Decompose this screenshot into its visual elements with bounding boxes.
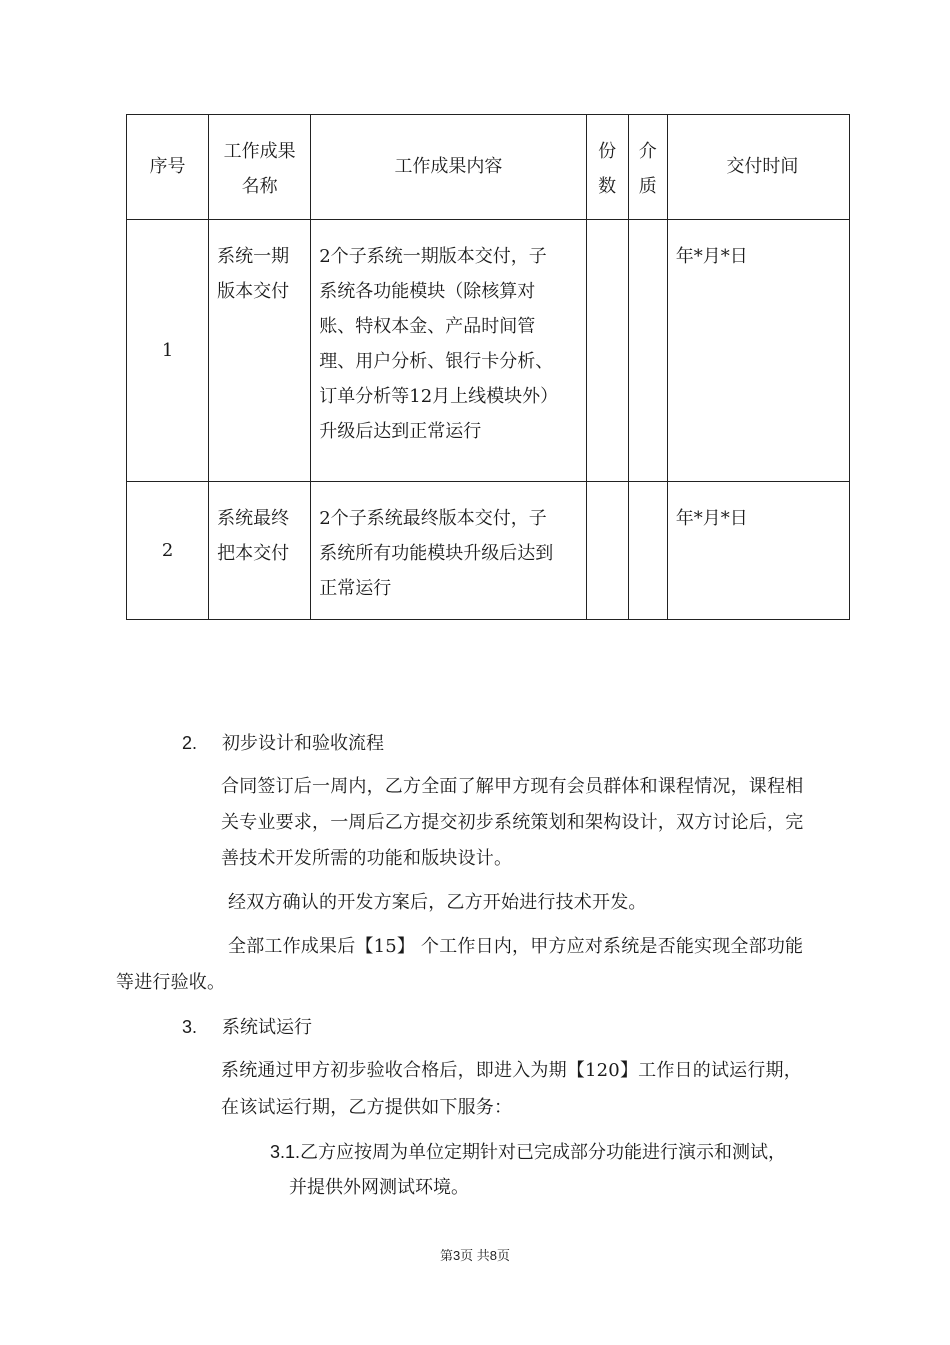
row2-name xyxy=(209,482,311,620)
paragraph-line: 关专业要求，一周后乙方提交初步系统策划和架构设计，双方讨论后，完 xyxy=(221,812,804,833)
row2-name-line: 系统最终 xyxy=(217,508,290,529)
row1-content-line: 理、用户分析、银行卡分析、 xyxy=(319,351,554,372)
section2-number: 2. xyxy=(182,733,198,753)
header-media xyxy=(628,115,667,220)
row2-content-line: 系统所有功能模块升级后达到 xyxy=(319,543,554,564)
table-header-row xyxy=(127,115,850,220)
deliverables-table xyxy=(126,114,850,620)
header-content: 工作成果内容 xyxy=(311,115,586,220)
row1-name xyxy=(209,220,311,482)
section2-paragraph3-line2: 等进行验收。 xyxy=(116,972,226,993)
row2-copies xyxy=(586,482,628,620)
row1-content xyxy=(311,220,586,482)
row2-media xyxy=(628,482,667,620)
row1-name-line: 版本交付 xyxy=(217,281,290,302)
row2-content xyxy=(311,482,586,620)
section3-paragraph1-line1: 系统通过甲方初步验收合格后，即进入为期【120】工作日的试运行期， xyxy=(221,1060,802,1081)
subsection-3-1-line2: 并提供外网测试环境。 xyxy=(289,1177,469,1198)
page-footer: 第3页 共8页 xyxy=(439,1248,511,1263)
row2-no: 2 xyxy=(127,482,209,620)
subsection-3-1-number: 3.1. xyxy=(270,1142,301,1162)
row1-copies xyxy=(586,220,628,482)
section2-paragraph3-line1: 全部工作成果后【15】 个工作日内，甲方应对系统是否能实现全部功能 xyxy=(228,936,804,957)
table-row xyxy=(127,482,850,620)
header-name xyxy=(209,115,311,220)
header-name-line1: 工作成果 xyxy=(223,141,296,162)
row2-content-line: 2个子系统最终版本交付，子 xyxy=(319,508,547,529)
header-copies xyxy=(586,115,628,220)
header-copies-line2: 数 xyxy=(598,176,617,197)
section2-paragraph1 xyxy=(221,769,841,877)
subsection-3-1-text: 乙方应按周为单位定期针对已完成部分功能进行演示和测试， xyxy=(300,1142,787,1163)
header-copies-line1: 份 xyxy=(598,141,617,162)
header-time: 交付时间 xyxy=(667,115,849,220)
row2-time: 年*月*日 xyxy=(667,482,849,620)
header-name-line2: 名称 xyxy=(241,176,278,197)
table-row xyxy=(127,220,850,482)
header-media-line2: 质 xyxy=(638,176,657,197)
row2-content-line: 正常运行 xyxy=(319,578,392,599)
row1-time: 年*月*日 xyxy=(667,220,849,482)
subsection-3-1-line1 xyxy=(270,1134,786,1171)
row2-name-line: 把本交付 xyxy=(217,543,290,564)
row1-content-line: 2个子系统一期版本交付，子 xyxy=(319,246,547,267)
paragraph-line: 合同签订后一周内，乙方全面了解甲方现有会员群体和课程情况，课程相 xyxy=(221,776,804,797)
section3-heading xyxy=(182,1012,312,1043)
row1-content-line: 账、特权本金、产品时间管 xyxy=(319,316,536,337)
section3-title: 系统试运行 xyxy=(222,1017,312,1038)
header-media-line1: 介 xyxy=(638,141,657,162)
row1-no: 1 xyxy=(127,220,209,482)
section2-paragraph2: 经双方确认的开发方案后，乙方开始进行技术开发。 xyxy=(228,892,647,913)
header-no: 序号 xyxy=(127,115,209,220)
paragraph-line: 善技术开发所需的功能和版块设计。 xyxy=(221,848,513,869)
row1-content-line: 订单分析等12月上线模块外） xyxy=(319,386,559,407)
section2-title: 初步设计和验收流程 xyxy=(222,733,384,754)
row1-content-line: 系统各功能模块（除核算对 xyxy=(319,281,536,302)
section2-heading xyxy=(182,728,384,759)
row1-content-line: 升级后达到正常运行 xyxy=(319,421,482,442)
row1-name-line: 系统一期 xyxy=(217,246,290,267)
section3-paragraph1-line2: 在该试运行期，乙方提供如下服务： xyxy=(221,1097,513,1118)
row1-media xyxy=(628,220,667,482)
section3-number: 3. xyxy=(182,1017,198,1037)
